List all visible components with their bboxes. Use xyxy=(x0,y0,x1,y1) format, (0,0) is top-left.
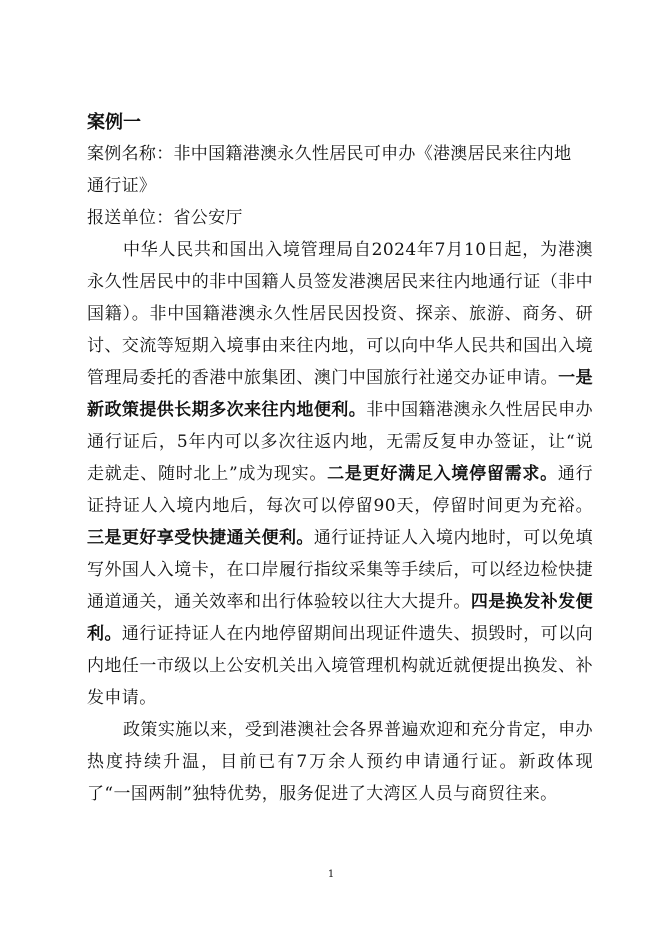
submitter-value: 省公安厅 xyxy=(173,208,243,228)
point-4-text: 通行证持证人在内地停留期间出现证件遗失、损毁时，可以向内地任一市级以上公安机关出入境管理机构就近就便提出换发、补发申请。 xyxy=(87,624,593,708)
case-name-label: 案例名称： xyxy=(87,144,174,164)
impact-paragraph: 政策实施以来，受到港澳社会各界普遍欢迎和充分肯定，申办热度持续升温，目前已有7万余人预约申请通行证。新政体现了“一国两制”独特优势，服务促进了大湾区人员与商贸往来。 xyxy=(87,720,593,804)
case-name-line xyxy=(87,138,587,202)
point-2-text: 通行证持证人入境内地后，每次可以停留90天，停留时间更为充裕。 xyxy=(87,464,593,516)
point-3-text: 通行证持证人入境内地时，可以免填写外国人入境卡，在口岸履行指纹采集等手续后，可以经边检快捷通道通关，通关效率和出行体验较以往大大提升。 xyxy=(87,528,594,612)
point-2-title: 二是更好满足入境停留需求。 xyxy=(327,464,558,484)
case-heading: 案例一 xyxy=(87,112,141,133)
case-name-value: 非中国籍港澳永久性居民可申办《港澳居民来往内地通行证》 xyxy=(87,144,572,196)
point-3-title: 三是更好享受快捷通关便利。 xyxy=(87,528,314,548)
policy-paragraph xyxy=(87,234,593,714)
submitter-label: 报送单位： xyxy=(87,208,174,228)
point-4-title: 四是换发补发便利。 xyxy=(87,592,593,644)
policy-intro: 中华人民共和国出入境管理局自2024年7月10日起，为港澳永久性居民中的非中国籍人员签发港澳居民来往内地通行证（非中国籍）。非中国籍港澳永久性居民因投资、探亲、旅游、商务、研讨、交流等短期入境事由来往内地，可以向中华人民共和国出入境管理局委托的香港中旅集团、澳门中国旅行社递交办证申请。 xyxy=(87,240,593,388)
point-1-text: 非中国籍港澳永久性居民申办通行证后，5年内可以多次往返内地，无需反复申办签证，让“说走就走、随时北上”成为现实。 xyxy=(87,400,593,484)
page-number: 1 xyxy=(327,869,335,880)
submitter-line xyxy=(87,202,587,234)
point-1-title: 一是新政策提供长期多次来往内地便利。 xyxy=(87,368,593,420)
